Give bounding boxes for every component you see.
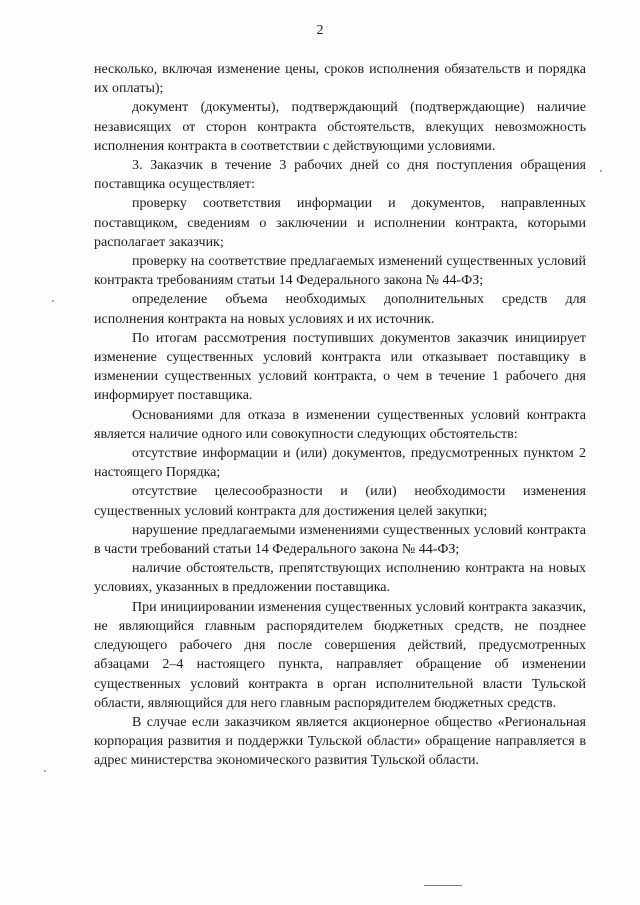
paragraph-continuation: несколько, включая изменение цены, сроков исполнения обязательств и порядка их оплаты); [94, 62, 586, 97]
paragraph-missing-info: отсутствие информации и (или) документов, предусмотренных пунктом 2 настоящего Порядка; [94, 446, 586, 481]
paragraph-refusal-grounds: Основаниями для отказа в изменении существенных условий контракта является наличие одного или совокупности следующих обстоятельств: [94, 407, 586, 442]
scan-speck [44, 770, 46, 772]
page-number: 2 [316, 23, 324, 38]
paragraph-joint-stock-company: В случае если заказчиком является акционерное общество «Региональная корпорация развития и поддержки Тульской области» обращение направляется в адрес министерства экономического развития Тульской области. [94, 714, 586, 769]
paragraph-section-3: 3. Заказчик в течение 3 рабочих дней со дня поступления обращения поставщика осуществляет: [94, 158, 586, 193]
paragraph-determine-funds: определение объема необходимых дополнительных средств для исполнения контракта на новых условиях и их источник. [94, 292, 586, 327]
scan-speck [600, 170, 602, 172]
paragraph-review-results: По итогам рассмотрения поступивших документов заказчик инициирует изменение существенных условий контракта или отказывает поставщику в изменении существенных условий контракта, о чем в течение 1 рабочего дня информирует поставщика. [94, 330, 586, 404]
paragraph-check-documents: проверку соответствия информации и документов, направленных поставщиком, сведениям о заключении и исполнении контракта, которыми располагает заказчик; [94, 196, 586, 250]
scan-speck [52, 300, 54, 302]
paragraph-obstacles: наличие обстоятельств, препятствующих исполнению контракта на новых условиях, указанных в предложении поставщика. [94, 561, 586, 596]
document-body [94, 60, 586, 771]
paragraph-violation: нарушение предлагаемыми изменениями существенных условий контракта в части требований статьи 14 Федерального закона № 44-ФЗ; [94, 522, 586, 558]
paragraph-check-compliance: проверку на соответствие предлагаемых изменений существенных условий контракта требованиям статьи 14 Федерального закона № 44-ФЗ; [94, 254, 586, 289]
paragraph-no-expediency: отсутствие целесообразности и (или) необходимости изменения существенных условий контракта для достижения целей закупки; [94, 484, 586, 519]
paragraph-supporting-documents: документ (документы), подтверждающий (подтверждающие) наличие независящих от сторон контракта обстоятельств, влекущих невозможность исполнения контракта в соответствии с действующими условиями. [94, 100, 586, 154]
paragraph-initiation: При инициировании изменения существенных условий контракта заказчик, не являющийся главным распорядителем бюджетных средств, не позднее следующего рабочего дня после совершения действий, предусмотренных абзацами 2–4 настоящего пункта, направляет обращение об изменении существенных условий контракта в орган исполнительной власти Тульской области, являющийся для него главным распорядителем бюджетных средств. [94, 599, 586, 711]
scan-line [424, 885, 462, 886]
